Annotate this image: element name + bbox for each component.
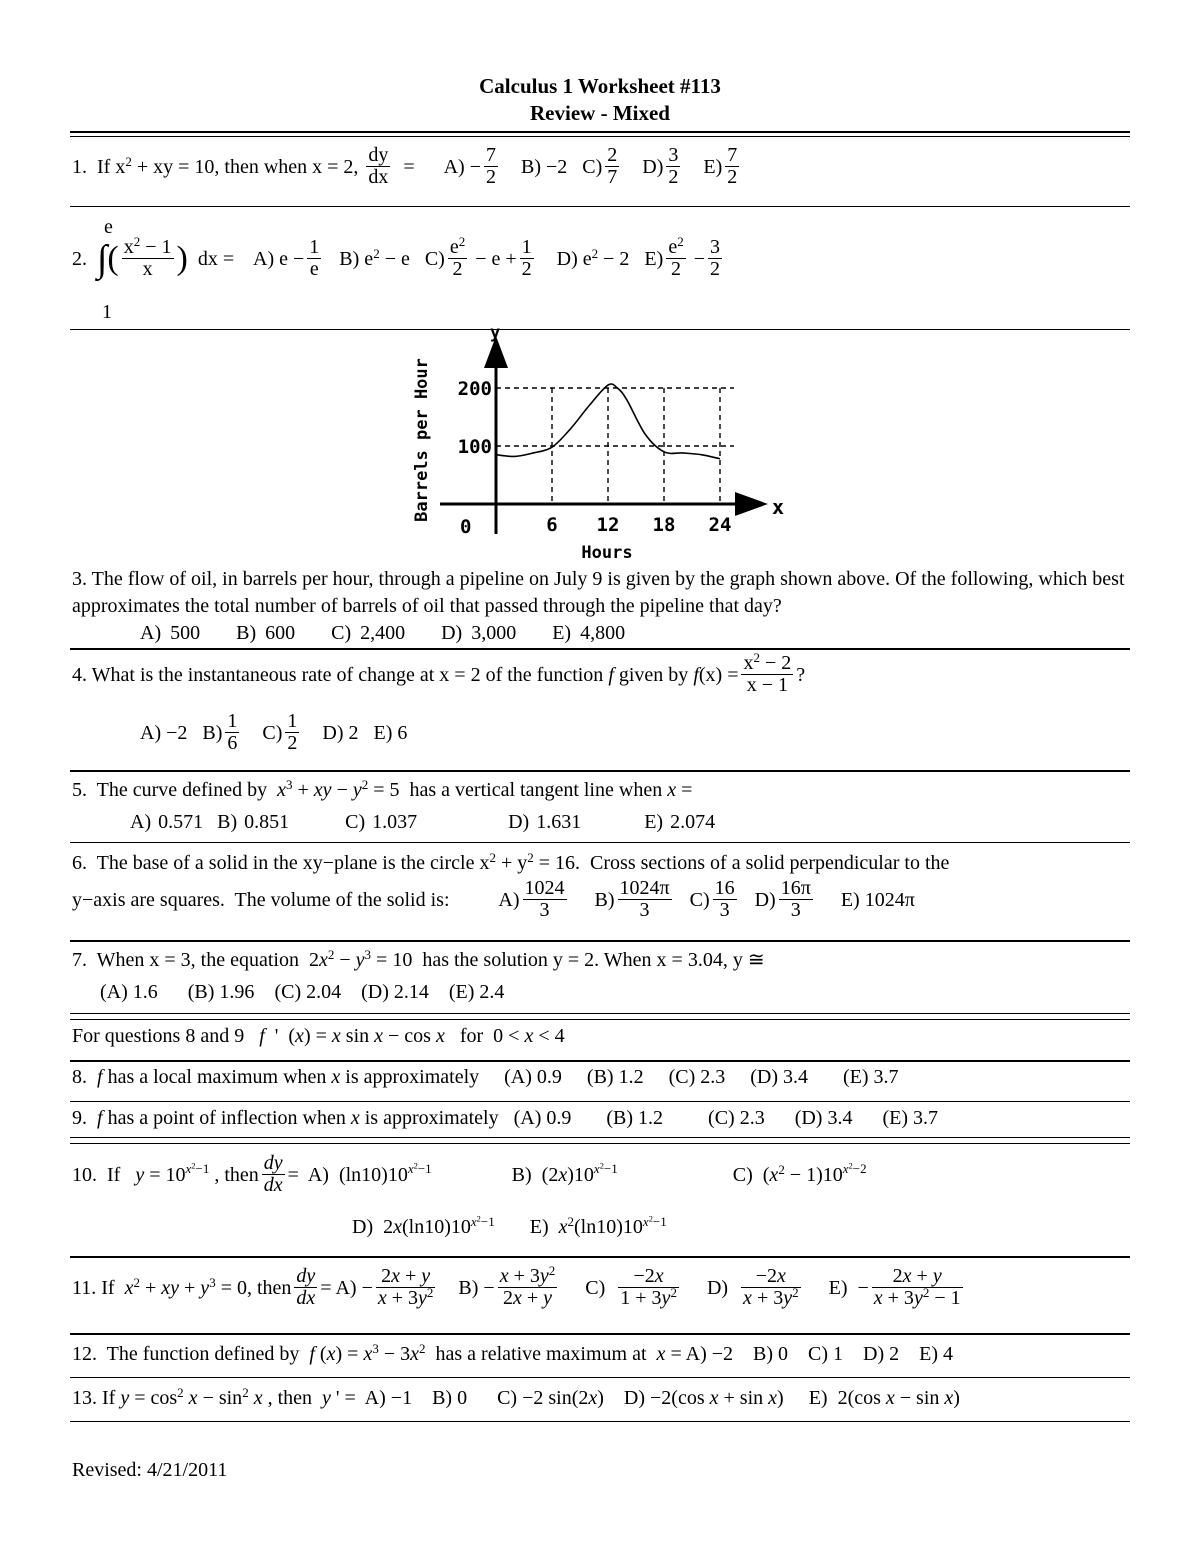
- question-7: 7. When x = 3, the equation $2x^2 - y^3 = 10$ has the solution y = 2. When x = 3.04, y ≅: [72, 946, 765, 971]
- question-2: 2. ∫( $\frac{x^2 - 1}{x}$ ) dx = A) e − $\frac{1}{e}$ B) $e^2 - e$ C) $\frac{e^2}{2}$ − e + $\frac{1}{2}$ D) $e^2 - 2$ E) $\frac{e^2}{2}$ − $\frac{3}{2}$: [72, 233, 720, 280]
- y-tick-label: 100: [457, 436, 492, 458]
- x-axis-arrow-icon: [735, 492, 768, 516]
- question-4-choices: A) −2 B) $\frac{1}{6}$ C) $\frac{1}{2}$ D) 2 E) 6: [140, 710, 408, 754]
- divider: [70, 131, 1130, 133]
- worksheet-title: Calculus 1 Worksheet #113: [479, 74, 721, 98]
- x-tick-label: 18: [652, 514, 676, 536]
- flow-curve: [496, 384, 720, 459]
- divider: [70, 206, 1130, 207]
- questions-8-9-intro: For questions 8 and 9 f ' (x) = x sin x − cos x for 0 < x < 4: [72, 1025, 565, 1047]
- divider: [70, 1377, 1130, 1378]
- x-axis-letter: x: [772, 495, 785, 519]
- question-3: 3. The flow of oil, in barrels per hour, through a pipeline on July 9 is given by the graph shown above. Of the following, which best approximates the total number of barrels of oil that passed through the pipeline that day? A) 500 B) 600 C) 2,400 D) 3,000 E) 4,800: [72, 568, 1125, 644]
- divider: [70, 770, 1130, 772]
- divider: [70, 648, 1130, 650]
- question-4: 4. What is the instantaneous rate of change at x = 2 of the function f given by f(x) = $\frac{x^2 - 2}{x - 1}$ ?: [72, 649, 806, 696]
- x-tick-label: 6: [546, 514, 558, 536]
- divider: [70, 1421, 1130, 1422]
- divider: [70, 1143, 1130, 1144]
- question-10-choices-de: D) $2x(\ln 10)10^{x^2-1}$ E) $x^2(\ln 10)10^{x^2-1}$: [352, 1213, 667, 1238]
- divider: [70, 940, 1130, 942]
- integral-upper-limit: e: [104, 216, 113, 238]
- worksheet-subtitle: Review - Mixed: [530, 101, 670, 125]
- question-5: 5. The curve defined by $x^3$ + xy − $y^2 = 5$ has a vertical tangent line when x =: [72, 776, 693, 801]
- x-axis-title: Hours: [581, 543, 633, 560]
- y-axis-title: Barrels per Hour: [412, 358, 432, 522]
- question-5-choices: A) 0.571 B) 0.851 C) 1.037 D) 1.631 E) 2.074: [130, 811, 716, 833]
- chart-axes: [440, 336, 768, 534]
- question-6-line-1: 6. The base of a solid in the xy−plane is the circle $x^2 + y^2 = 16$. Cross sections of a solid perpendicular to the: [72, 849, 950, 874]
- x-tick-label: 24: [708, 514, 732, 536]
- x-tick-label: 12: [596, 514, 620, 536]
- question-11: 11. If $x^2$ + xy + $y^3 = 0$, then $\frac{dy}{dx}$ = A) − $\frac{2x + y}{x + 3y^2}$ B) − $\frac{x + 3y^2}{2x + y}$ C) $\frac{-2x}{1 + 3y^2}$ D) $\frac{-2x}{x + 3y^2}$ E) − $\frac{2x + y}{x + 3y^2 - 1}$: [72, 1262, 961, 1309]
- chart-gridlines: [496, 388, 734, 504]
- divider: [70, 842, 1130, 843]
- integral-sign-icon: ∫: [97, 237, 108, 280]
- oil-flow-graph: [400, 328, 800, 560]
- question-10: 10. If $y = 10^{x^2-1}$ , then $\frac{dy}{dx}$ = A) $(\ln 10)10^{x^2-1}$ B) $(2x)10^{x^2-1}$ C) $(x^2 - 1)10^{x^2-2}$: [72, 1152, 867, 1196]
- question-7-choices: (A) 1.6 (B) 1.96 (C) 2.04 (D) 2.14 (E) 2.4: [100, 981, 505, 1003]
- revised-date: Revised: 4/21/2011: [72, 1459, 228, 1481]
- divider: [70, 1060, 1130, 1062]
- origin-label: 0: [460, 516, 472, 538]
- question-9: 9. f has a point of inflection when x is approximately (A) 0.9 (B) 1.2 (C) 2.3 (D) 3.4 (E) 3.7: [72, 1107, 939, 1129]
- integral-lower-limit: 1: [102, 301, 112, 323]
- y-axis-letter: y: [490, 328, 501, 343]
- divider: [70, 1013, 1130, 1014]
- question-13: 13. If $y = \cos^2 x - \sin^2 x$ , then y ' = A) −1 B) 0 C) −2 sin(2x) D) −2(cos x + sin x) E) 2(cos x − sin x): [72, 1384, 960, 1409]
- divider: [70, 1333, 1130, 1335]
- divider: [70, 136, 1130, 137]
- divider: [70, 1256, 1130, 1258]
- divider: [70, 1019, 1130, 1020]
- divider: [70, 1137, 1130, 1138]
- question-1: 1. If $x^2$ + xy = 10, then when x = 2, $\frac{dy}{dx}$ = A) − $\frac{7}{2}$ B) −2 C) $\frac{2}{7}$ D) $\frac{3}{2}$ E) $\frac{7}{2}$: [72, 144, 738, 188]
- question-6-line-2: y−axis are squares. The volume of the solid is: A) $\frac{1024}{3}$ B) $\frac{1024\pi}{3}$ C) $\frac{16}{3}$ D) $\frac{16\pi}{3}$ E) 1024π: [72, 877, 915, 921]
- divider: [70, 1101, 1130, 1102]
- question-12: 12. The function defined by f $(x) = x^3 - 3x^2$ has a relative maximum at x = A) −2 B) 0 C) 1 D) 2 E) 4: [72, 1340, 954, 1365]
- y-tick-label: 200: [457, 378, 492, 400]
- question-8: 8. f has a local maximum when x is approximately (A) 0.9 (B) 1.2 (C) 2.3 (D) 3.4 (E) 3.7: [72, 1066, 899, 1088]
- dy-dx-fraction: $\frac{dy}{dx}$: [368, 144, 389, 188]
